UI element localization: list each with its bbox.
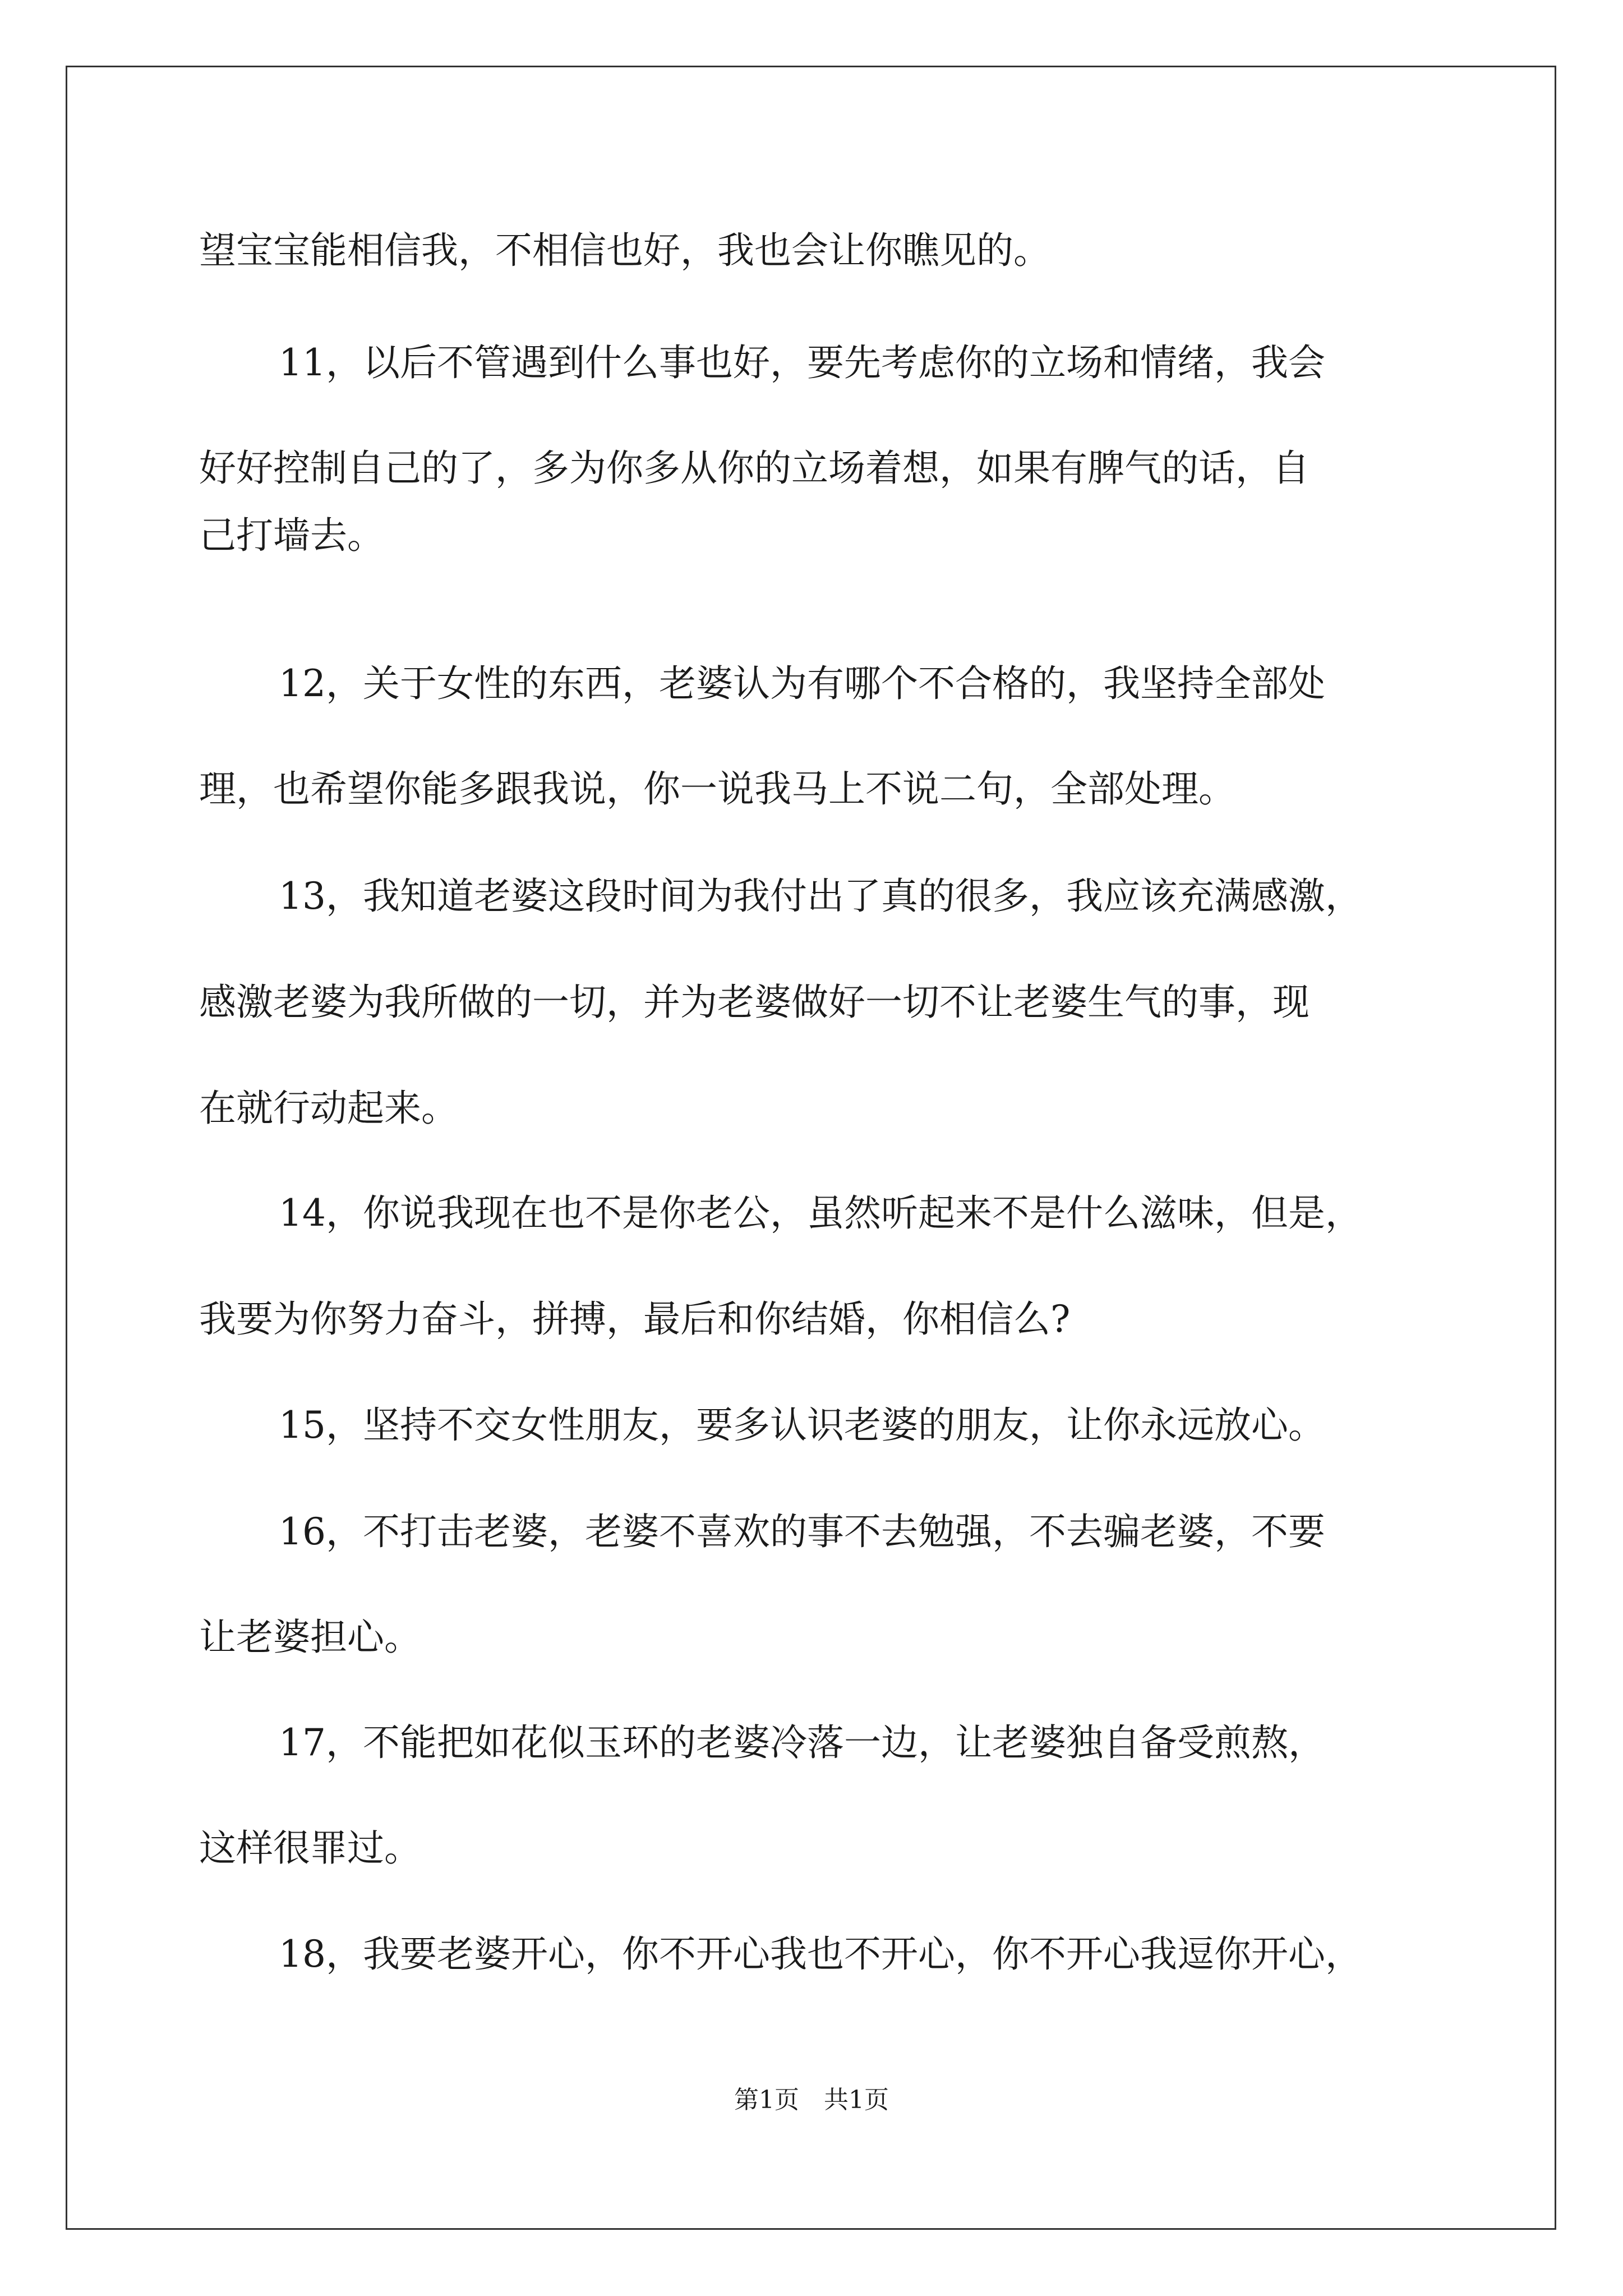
text-line: 17，不能把如花似玉环的老婆冷落一边，让老婆独自备受煎熬， bbox=[279, 1721, 1325, 1764]
page-footer: 第1页 共1页 bbox=[734, 2086, 889, 2114]
text-line: 16，不打击老婆，老婆不喜欢的事不去勉强，不去骗老婆，不要 bbox=[279, 1510, 1325, 1553]
text-line: 我要为你努力奋斗，拼搏，最后和你结婚，你相信么? bbox=[199, 1297, 1071, 1341]
text-line: 好好控制自己的了，多为你多从你的立场着想，如果有脾气的话，自 bbox=[199, 447, 1310, 490]
text-line: 11，以后不管遇到什么事也好，要先考虑你的立场和情绪，我会 bbox=[279, 341, 1325, 384]
text-line: 己打墙去。 bbox=[199, 514, 384, 557]
text-line: 理，也希望你能多跟我说，你一说我马上不说二句，全部处理。 bbox=[199, 767, 1235, 811]
text-line: 在就行动起来。 bbox=[199, 1087, 458, 1130]
text-line: 18，我要老婆开心，你不开心我也不开心，你不开心我逗你开心， bbox=[279, 1932, 1362, 1976]
page-border bbox=[66, 66, 1556, 2230]
text-line: 14，你说我现在也不是你老公，虽然听起来不是什么滋味，但是， bbox=[279, 1191, 1362, 1235]
text-line: 望宝宝能相信我，不相信也好，我也会让你瞧见的。 bbox=[199, 229, 1050, 272]
text-line: 感激老婆为我所做的一切，并为老婆做好一切不让老婆生气的事，现 bbox=[199, 981, 1310, 1024]
text-line: 这样很罪过。 bbox=[199, 1826, 421, 1870]
text-line: 12，关于女性的东西，老婆认为有哪个不合格的，我坚持全部处 bbox=[279, 662, 1325, 705]
text-line: 13，我知道老婆这段时间为我付出了真的很多，我应该充满感激， bbox=[279, 875, 1362, 918]
text-line: 15，坚持不交女性朋友，要多认识老婆的朋友，让你永远放心。 bbox=[279, 1404, 1325, 1447]
text-line: 让老婆担心。 bbox=[199, 1616, 421, 1659]
